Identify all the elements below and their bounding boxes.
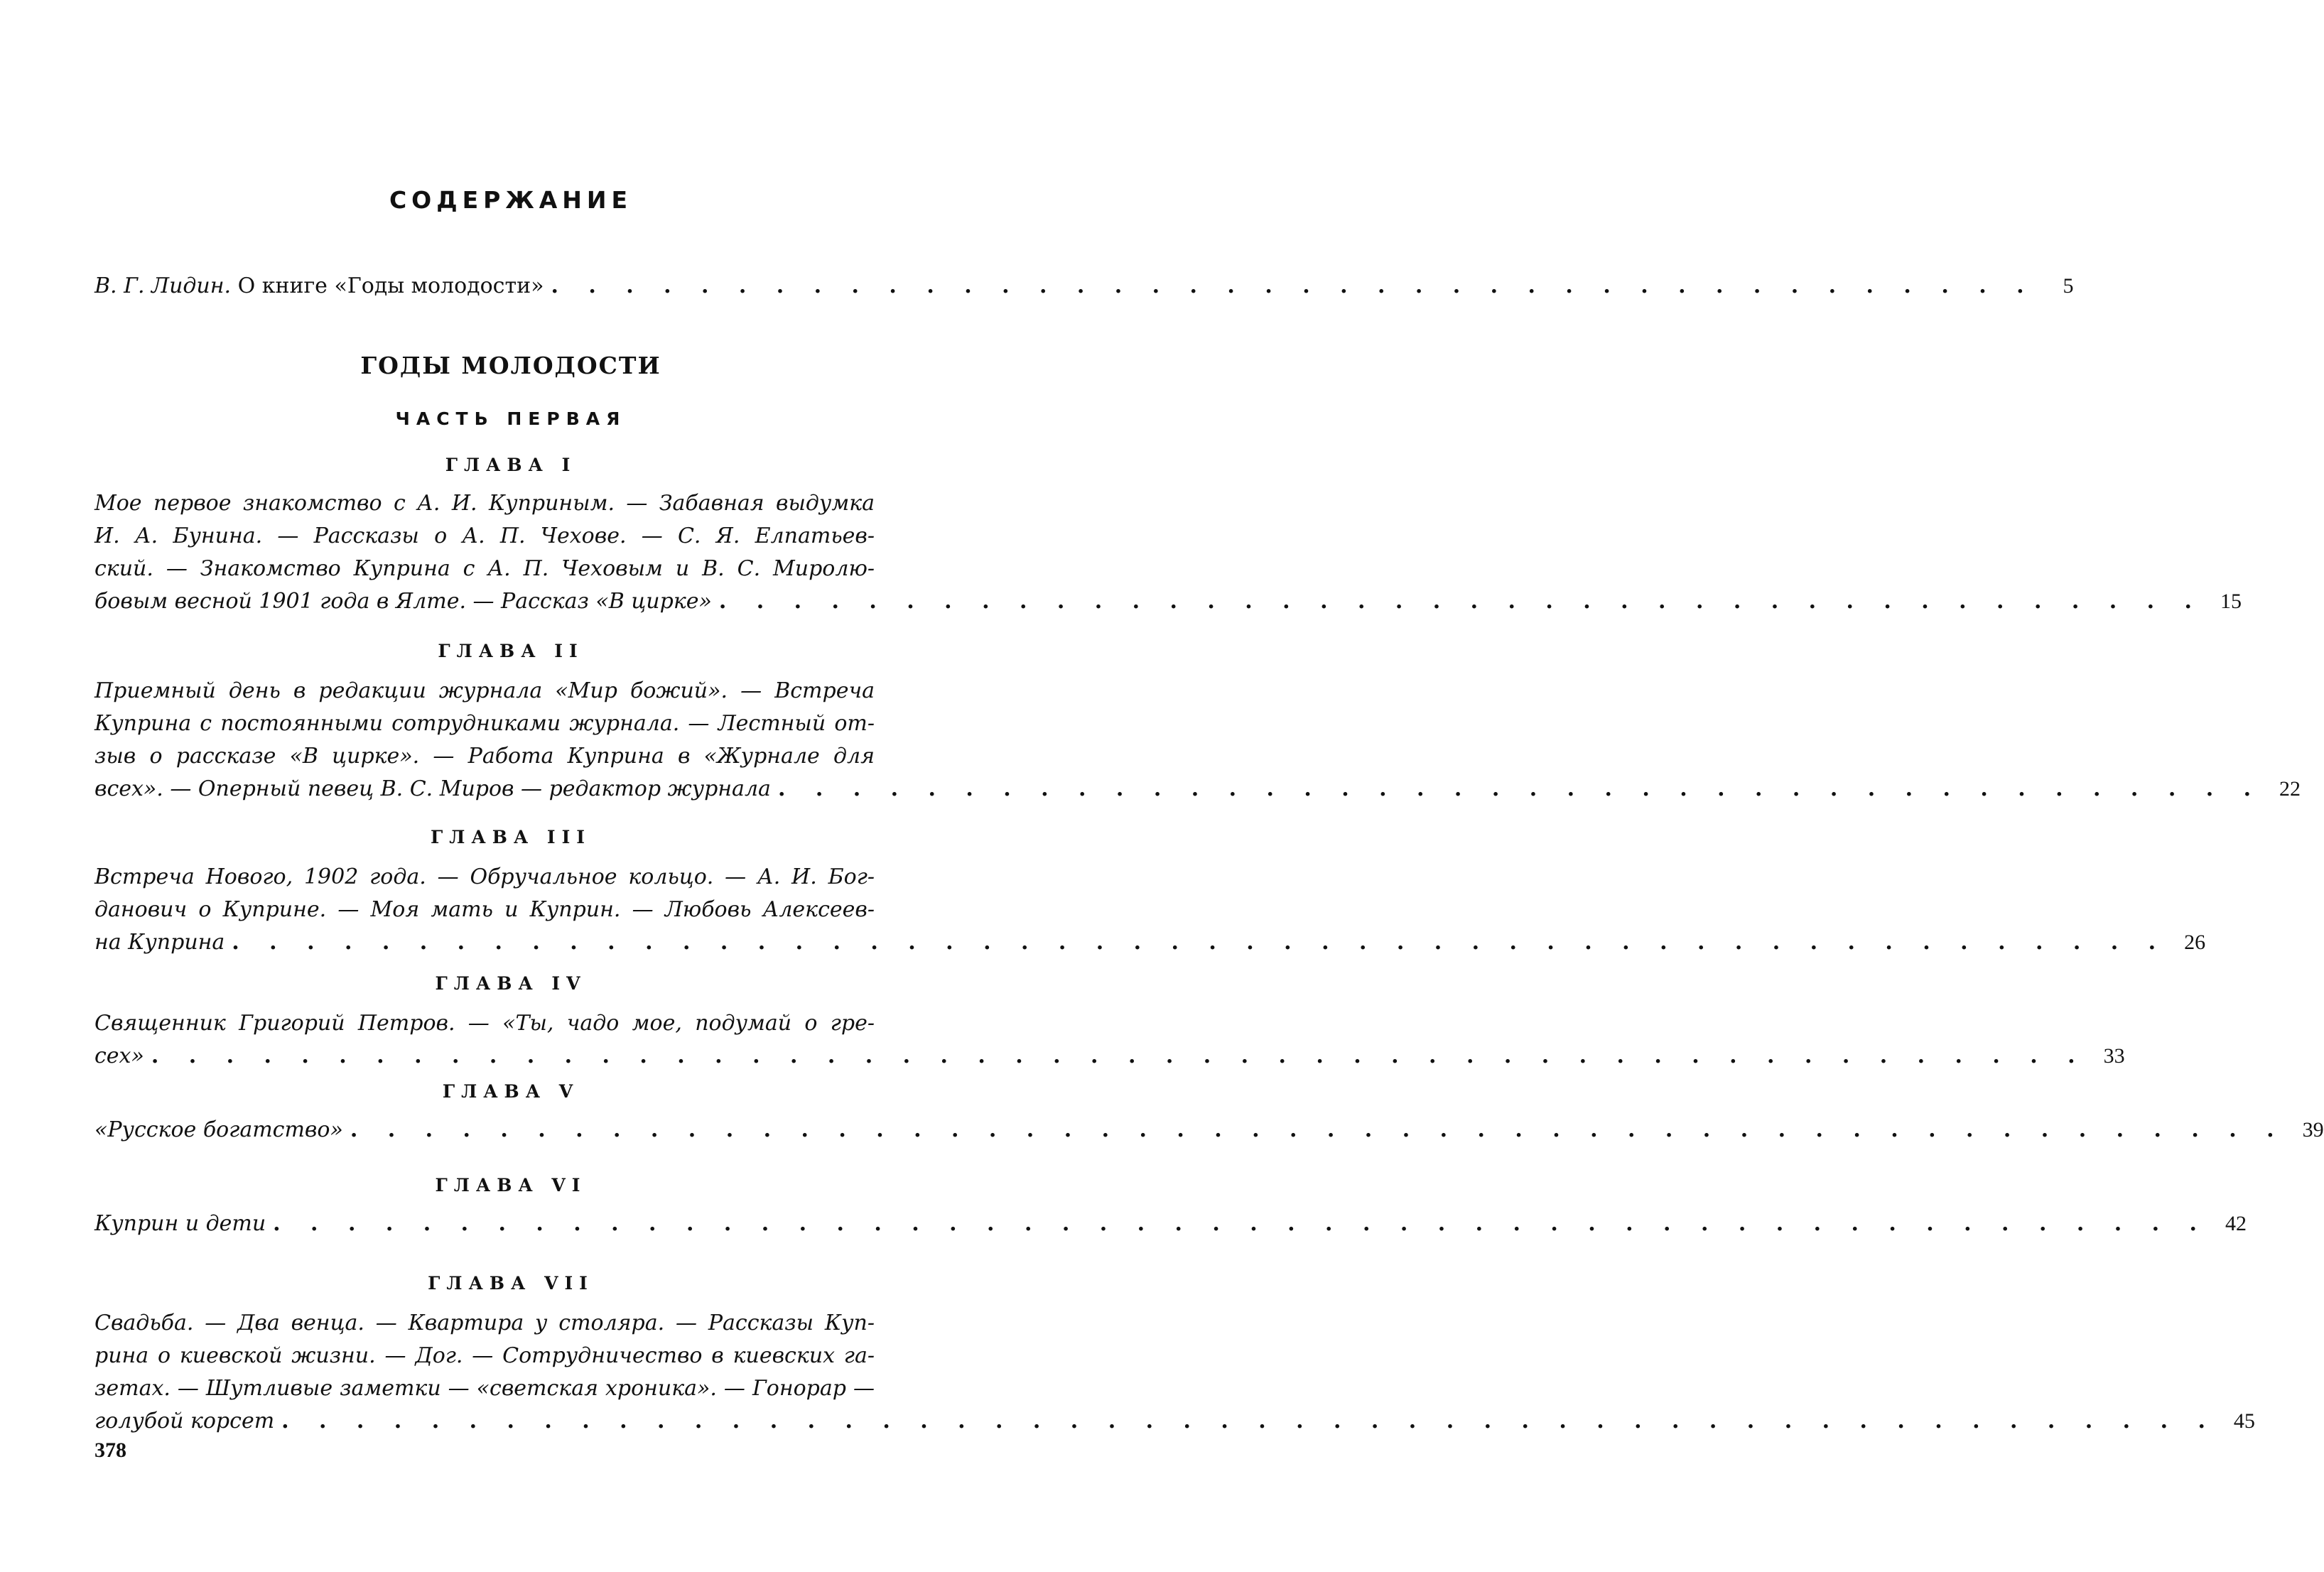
part-title: ЧАСТЬ ПЕРВАЯ: [395, 408, 627, 429]
preface-title: О книге «Годы молодости»: [237, 273, 544, 298]
page-number: 42: [2225, 1212, 2247, 1235]
page-number: 33: [2103, 1044, 2125, 1068]
folio-page-number: 378: [94, 1438, 126, 1462]
chapter-heading: ГЛАВА VII: [428, 1273, 594, 1294]
preface-author: В. Г. Лидин.: [94, 273, 232, 298]
book-title: ГОДЫ МОЛОДОСТИ: [360, 352, 661, 379]
dot-leader: . . . . . . . . . . . . . . . . . . . . . . . . . . . . . . . . . . . . . . . .: [718, 589, 2203, 614]
entry-line: зетах. — Шутливые заметки — «светская хроника». — Гонорар —: [94, 1376, 875, 1401]
toc-entry-chapter-2: [94, 675, 2301, 806]
toc-entry-preface: [94, 270, 2074, 303]
toc-entry-chapter-4: [94, 1007, 2125, 1073]
entry-line: Приемный день в редакции журнала «Мир божий». — Встреча: [94, 678, 875, 703]
toc-entry-text: [94, 270, 544, 303]
entry-line: сех»: [94, 1044, 144, 1068]
page-number: 22: [2279, 777, 2301, 801]
entry-line: голубой корсет: [94, 1409, 275, 1433]
dot-leader: . . . . . . . . . . . . . . . . . . . . . . . . . . . . . . . . . . . . . . . . . . . . . . . . . . . .: [350, 1117, 2286, 1142]
page-number: 15: [2220, 590, 2242, 613]
toc-entry-chapter-5: [94, 1114, 2324, 1147]
dot-leader: . . . . . . . . . . . . . . . . . . . . . . . . . . . . . . . . . . . . . . . . . . . . . . . . . . . .: [151, 1044, 2087, 1068]
entry-line: зыв о рассказе «В цирке». — Работа Куприна в «Журнале для: [94, 744, 875, 769]
chapter-heading: ГЛАВА III: [430, 827, 591, 847]
dot-leader: . . . . . . . . . . . . . . . . . . . . . . . . . . . . . . . . . . . . . . . .: [777, 776, 2263, 801]
dot-leader: . . . . . . . . . . . . . . . . . . . . . . . . . . . . . . . . . . . . . . . . . . . . . . . . . . . .: [273, 1211, 2208, 1236]
chapter-heading: ГЛАВА VI: [435, 1175, 587, 1196]
entry-line: данович о Куприне. — Моя мать и Куприн. — Любовь Алексеев-: [94, 897, 875, 922]
page-number: 26: [2184, 931, 2206, 954]
entry-line: Куприн и дети: [94, 1211, 266, 1236]
entry-line: Куприна с постоянными сотрудниками журнала. — Лестный от-: [94, 711, 875, 736]
page-number: 39: [2302, 1118, 2324, 1142]
entry-line: И. А. Бунина. — Рассказы о А. П. Чехове. — С. Я. Елпатьев-: [94, 524, 875, 548]
entry-line: Встреча Нового, 1902 года. — Обручальное кольцо. — А. И. Бог-: [94, 864, 875, 889]
toc-entry-chapter-3: [94, 861, 2206, 959]
entry-line: Мое первое знакомство с А. И. Куприным. — Забавная выдумка: [94, 491, 875, 516]
page-number: 5: [2063, 274, 2074, 298]
entry-line: Священник Григорий Петров. — «Ты, чадо мое, подумай о гре-: [94, 1011, 875, 1036]
entry-line: на Куприна: [94, 930, 225, 955]
chapter-heading: ГЛАВА II: [438, 641, 584, 661]
dot-leader: . . . . . . . . . . . . . . . . . . . . . . . . . . . . . . . . . . . . . . . . . . . . . . . . . . . .: [281, 1409, 2217, 1433]
dot-leader: . . . . . . . . . . . . . . . . . . . . . . . . . . . . . . . . . . . . . . . .: [551, 273, 2036, 298]
entry-line: всех». — Оперный певец В. С. Миров — редактор журнала: [94, 776, 771, 801]
entry-line: «Русское богатство»: [94, 1117, 343, 1142]
page-number: 45: [2233, 1409, 2255, 1433]
entry-line: Свадьба. — Два венца. — Квартира у столяра. — Рассказы Куп-: [94, 1311, 875, 1335]
entry-line: рина о киевской жизни. — Дог. — Сотрудничество в киевских га-: [94, 1343, 875, 1368]
toc-entry-chapter-1: [94, 487, 2242, 618]
entry-line: бовым весной 1901 года в Ялте. — Рассказ «В цирке»: [94, 589, 712, 614]
toc-entry-chapter-6: [94, 1208, 2247, 1240]
toc-entry-chapter-7: [94, 1307, 2255, 1438]
dot-leader: . . . . . . . . . . . . . . . . . . . . . . . . . . . . . . . . . . . . . . . . . . . . . . . . . . . .: [232, 930, 2168, 955]
chapter-heading: ГЛАВА IV: [435, 973, 587, 994]
chapter-heading: ГЛАВА I: [445, 455, 577, 475]
entry-line: ский. — Знакомство Куприна с А. П. Чеховым и В. С. Миролю-: [94, 556, 875, 581]
chapter-heading: ГЛАВА V: [442, 1081, 580, 1102]
page-title: СОДЕРЖАНИЕ: [389, 186, 633, 214]
